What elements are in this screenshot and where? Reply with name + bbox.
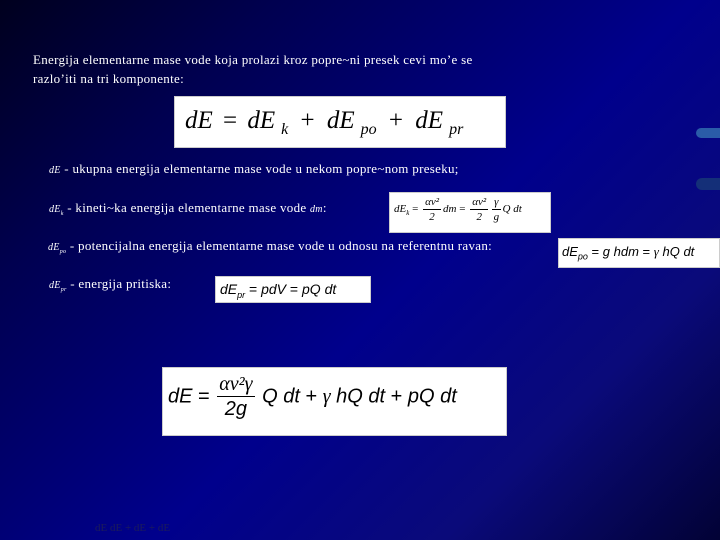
definition-kinetic-energy: $dE_k$ - kineti~ka energija elementarne mase vode dm: xyxy=(49,200,327,217)
symbol-dEpo: $dE_{po}$ xyxy=(48,242,67,255)
symbol-dm: dm xyxy=(310,204,323,215)
intro-line-1: Energija elementarne mase vode koja prolazi kroz popre~ni presek cevi mo’e se xyxy=(33,52,473,67)
fraction-alpha-v2-over-2: $\frac{\text{αv²}}{2}$ xyxy=(425,196,440,223)
kinetic-energy-formula-box xyxy=(389,192,551,233)
slide-decoration xyxy=(696,178,720,190)
main-equation-box xyxy=(174,96,506,148)
kinetic-energy-formula: $dE_k$ = $\frac{\text{αv²}}{2}$ dm = $\frac{\text{αv²}}{2}$ $\frac{\gamma}{g}$ Q dt xyxy=(394,196,522,223)
fraction-alpha-v2-over-2: $\frac{\text{αv²}}{2}$ xyxy=(472,196,487,223)
potential-energy-formula-box xyxy=(558,238,720,268)
definition-pressure-energy: $dE_{pr}$ - energija pritiska: xyxy=(49,276,172,293)
symbol-dE: dE xyxy=(49,165,61,176)
final-equation: dE = $\frac{\text{αv²γ}}{2g}$ Q dt + γ hQ dt + pQ dt xyxy=(168,373,457,420)
intro-paragraph xyxy=(33,50,573,88)
symbol-dEpr: $dE_{pr}$ xyxy=(49,280,67,293)
fraction-gamma-over-g: $\frac{\gamma}{g}$ xyxy=(493,196,500,223)
symbol-dEk: $dE_k$ xyxy=(49,204,64,217)
slide-decoration xyxy=(696,128,720,138)
pressure-energy-formula: $dE_{pr}$ = pdV = pQ dt xyxy=(220,281,337,300)
final-equation-box xyxy=(162,367,507,436)
faint-background-text: dE dE + dE + dE xyxy=(95,522,171,534)
pressure-energy-formula-box xyxy=(215,276,371,303)
fraction-alpha-v2-gamma-over-2g: $\frac{\text{αv²γ}}{2g}$ xyxy=(219,373,253,420)
main-equation: dE = dE $_k$ + dE $_{po}$ + dE $_{pr}$ xyxy=(185,107,464,138)
intro-line-2: razlo’iti na tri komponente: xyxy=(33,71,184,86)
potential-energy-formula: $dE_{po} = g$ hdm = γ hQ dt xyxy=(562,244,695,262)
definition-potential-energy: $dE_{po}$ - potencijalna energija elementarne mase vode u odnosu na referentnu ravan: xyxy=(48,238,493,255)
definition-total-energy: dE - ukupna energija elementarne mase vode u nekom popre~nom preseku; xyxy=(49,161,459,176)
